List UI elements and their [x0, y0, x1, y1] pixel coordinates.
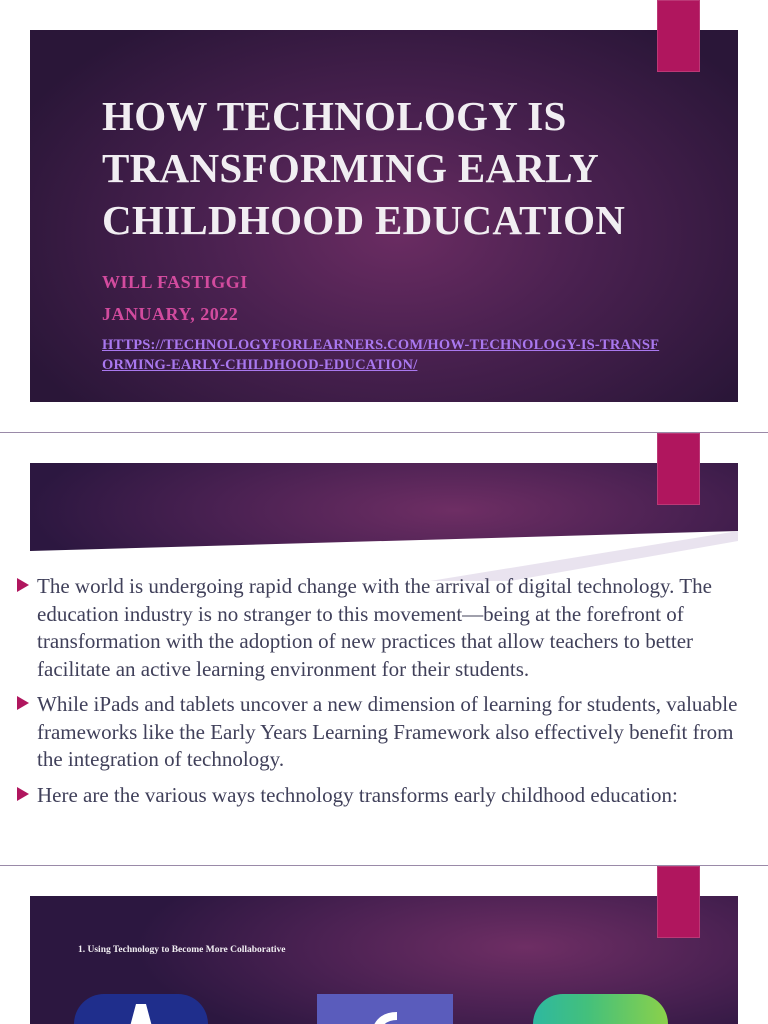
bullet-item	[14, 782, 754, 810]
a-letter-icon	[74, 994, 208, 1024]
source-link[interactable]: HTTPS://TECHNOLOGYFORLEARNERS.COM/HOW-TECHNOLOGY-IS-TRANSFORMING-EARLY-CHILDHOOD-EDUCATION/	[102, 337, 660, 373]
accent-tab	[657, 0, 700, 72]
app-icon-green	[533, 994, 668, 1024]
publish-date: JANUARY, 2022	[102, 304, 239, 324]
c-letter-icon	[317, 994, 453, 1024]
app-icon-purple	[317, 994, 453, 1024]
content-slide	[0, 433, 768, 865]
slide-title: HOW TECHNOLOGY IS TRANSFORMING EARLY CHILDHOOD EDUCATION	[102, 93, 626, 243]
bullet-text: Here are the various ways technology transforms early childhood education:	[37, 782, 678, 807]
bullet-text: While iPads and tablets uncover a new dimension of learning for students, valuable frameworks like the Early Years Learning Framework also effectively benefit from the integration of technology.	[37, 692, 738, 771]
bullet-arrow-icon	[17, 787, 29, 801]
bullet-list	[14, 573, 754, 817]
title-slide	[0, 0, 768, 432]
header-band	[30, 463, 738, 581]
section-slide	[0, 866, 768, 1024]
bullet-arrow-icon	[17, 696, 29, 710]
accent-tab	[657, 866, 700, 938]
app-icon-blue	[74, 994, 208, 1024]
bullet-item	[14, 573, 754, 683]
accent-tab	[657, 433, 700, 505]
bullet-arrow-icon	[17, 578, 29, 592]
header-wave-shape	[30, 463, 738, 581]
author-name: WILL FASTIGGI	[102, 272, 248, 292]
section-subtitle: 1. Using Technology to Become More Collaborative	[78, 945, 286, 955]
bullet-text: The world is undergoing rapid change with the arrival of digital technology. The education industry is no stranger to this movement—being at the forefront of transformation with the adoption of new practices that allow teachers to better facilitate an active learning environment for their students.	[37, 574, 712, 681]
bullet-item	[14, 691, 754, 774]
